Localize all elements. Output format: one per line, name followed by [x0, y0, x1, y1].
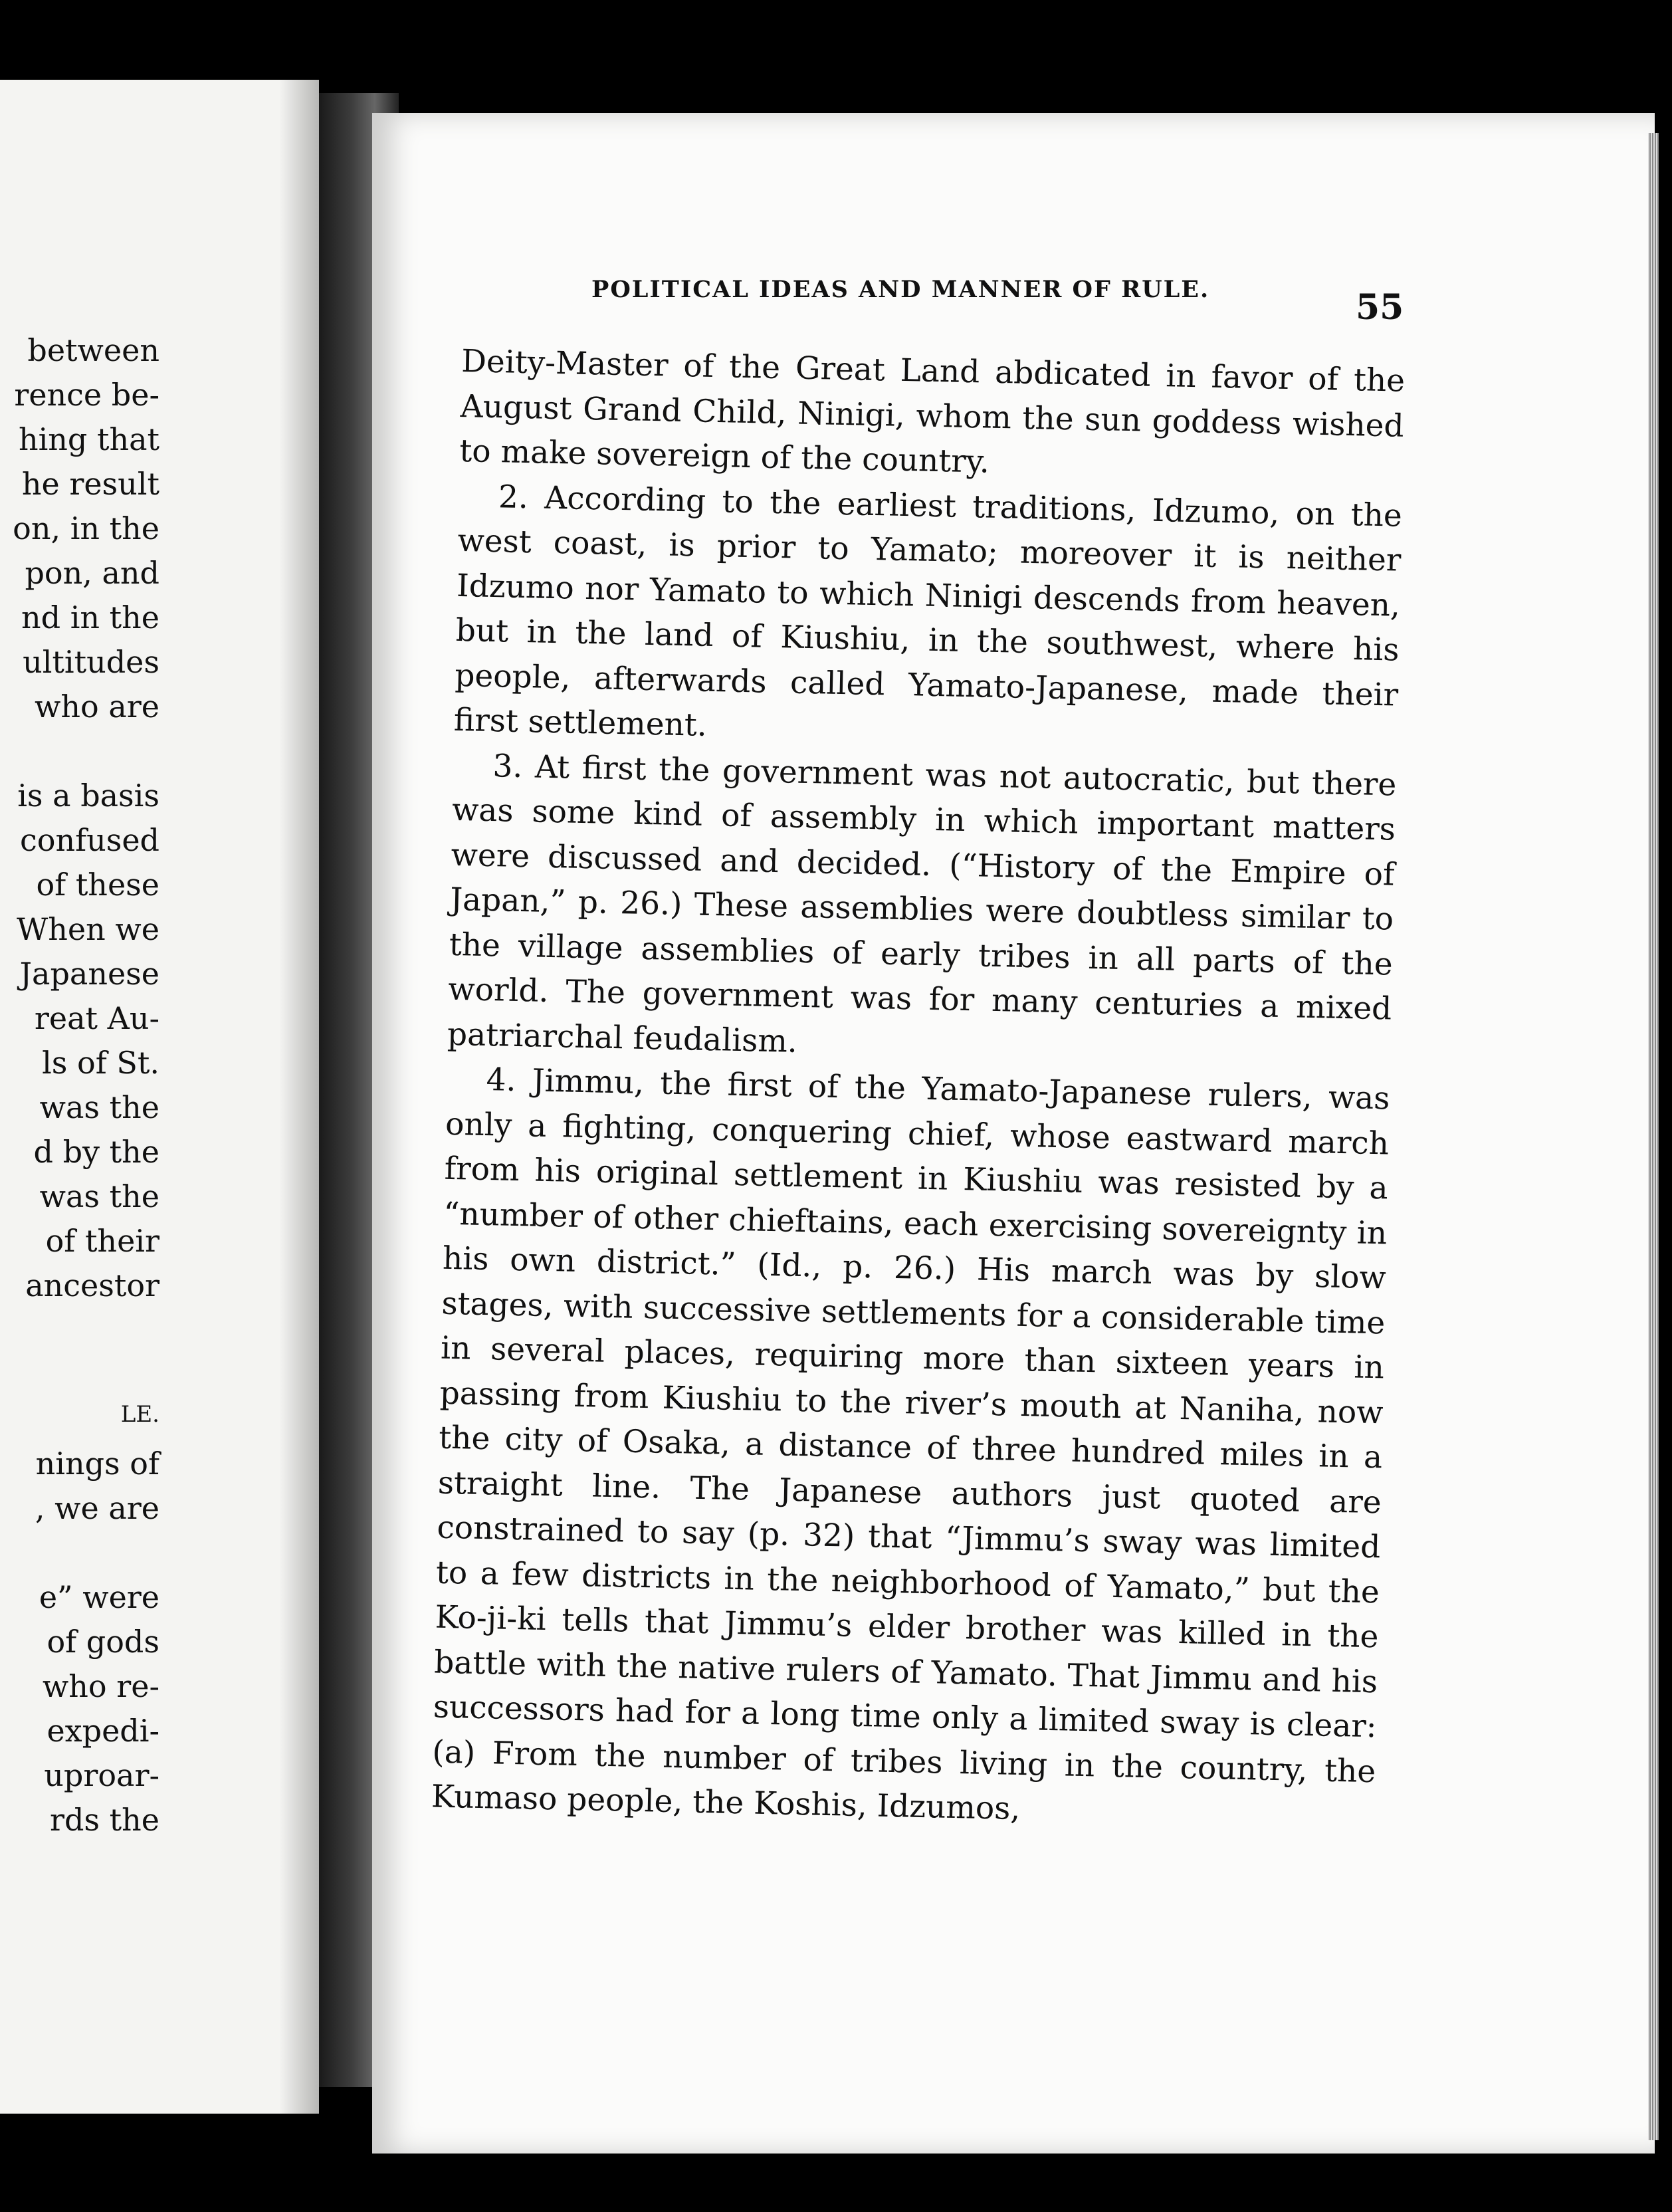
left-line: rence be- [14, 377, 159, 413]
left-line: pon, and [25, 555, 159, 591]
running-head: POLITICAL IDEAS AND MANNER OF RULE. [591, 276, 1210, 303]
left-line: is a basis [17, 778, 159, 814]
left-line: reat Au- [34, 1000, 159, 1036]
left-line: of gods [47, 1624, 159, 1660]
left-line: was the [39, 1089, 159, 1125]
left-line: LE. [120, 1401, 159, 1428]
paragraph: 4. Jimmu, the first of the Yamato-Japanese rulers, was only a fighting, conquering chief, whose eastward march from his original settlement in Kiushiu was resisted by a “number of other chieftains, each exercising sovereignty in his own district.” (Id., p. 26.) His march was by slow stages, with successive settlements for a considerable time in several places, requiring more than sixteen years in passing from Kiushiu to the river’s mouth at Naniha, now the city of Osaka, a distance of three hundred miles in a straight line. The Japanese authors just quoted are constrained to say (p. 32) that “Jimmu’s sway was limited to a few districts in the neighborhood of Yamato,” but the Ko-ji-ki tells that Jimmu’s elder brother was killed in the battle with the native rulers of Yamato. That Jimmu and his successors had for a long time only a limited sway is clear: (a) From the number of tribes living in the country, the Kumaso people, the Koshis, Idzumos, [431, 1061, 1390, 1828]
left-line: between [27, 332, 159, 368]
left-line: Japanese [19, 956, 159, 992]
left-line: rds the [50, 1802, 159, 1838]
paragraph: Deity-Master of the Great Land abdicated in favor of the August Grand Child, Ninigi, whom the sun goddess wished to make sovereign of the country. [459, 342, 1406, 481]
left-line: nings of [35, 1446, 159, 1482]
left-line: hing that [18, 421, 159, 457]
left-line: expedi- [47, 1713, 159, 1749]
left-line: on, in the [13, 510, 159, 546]
left-line: nd in the [21, 600, 159, 635]
left-line: ls of St. [42, 1045, 159, 1081]
left-gutter-shadow [279, 80, 319, 2114]
left-line: who re- [42, 1668, 159, 1704]
left-line: ultitudes [23, 644, 159, 680]
page-edges [1648, 133, 1659, 2140]
left-line: When we [17, 911, 159, 947]
left-line: was the [39, 1178, 159, 1214]
left-line: e” were [39, 1579, 159, 1615]
left-line: d by the [33, 1134, 159, 1170]
left-facing-page [0, 80, 319, 2114]
page-number: 55 [1356, 287, 1404, 328]
paragraph: 2. According to the earliest traditions, Idzumo, on the west coast, is prior to Yamato; moreover it is neither Idzumo nor Yamato to which Ninigi descends from heaven, but in the land of Kiushiu, in the southwest, where his people, afterwards called Yamato-Japanese, made their first settlement. [453, 478, 1403, 744]
body-text [431, 339, 1405, 1839]
left-line: of their [45, 1223, 159, 1259]
left-line: confused [19, 822, 159, 858]
left-line: , we are [35, 1490, 159, 1526]
left-line: ancestor [25, 1268, 159, 1303]
left-line: he result [21, 466, 159, 502]
left-line: who are [35, 689, 159, 724]
left-line: of these [36, 867, 159, 903]
left-line: uproar- [44, 1757, 159, 1793]
paragraph: 3. At first the government was not autocratic, but there was some kind of assembly in which important matters were discussed and decided. (“History of the Empire of Japan,” p. 26.) These assemblies were doubtless similar to the village assemblies of early tribes in all parts of the world. The government was for many centuries a mixed patriarchal feudalism. [447, 747, 1397, 1060]
